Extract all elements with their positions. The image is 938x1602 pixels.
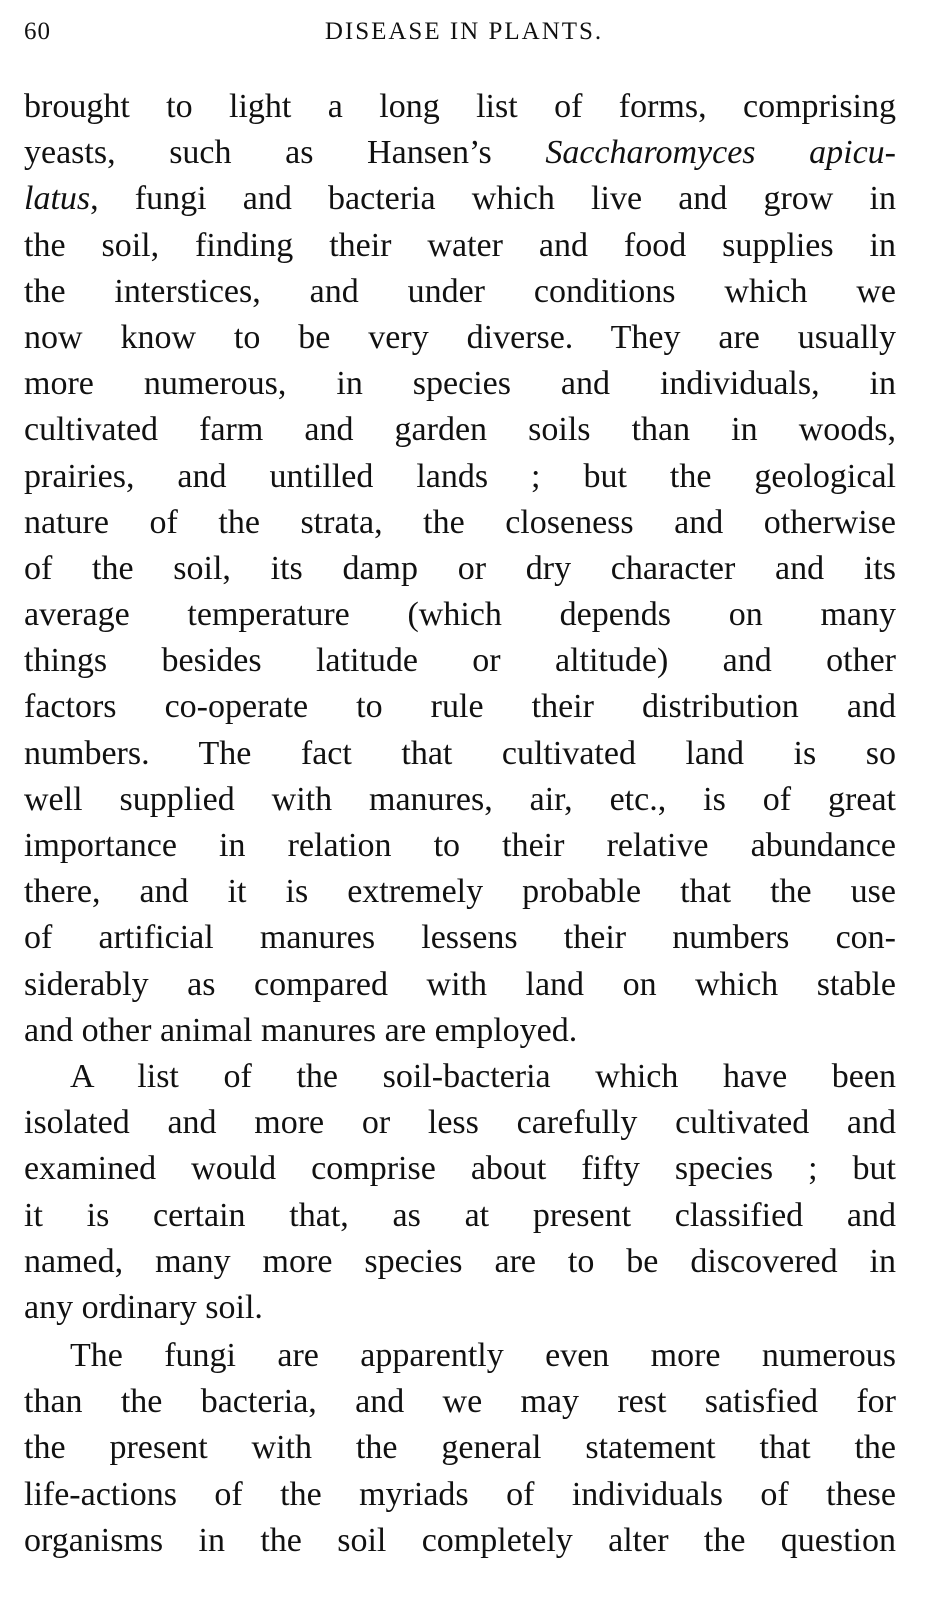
text-line: siderably as compared with land on which stable xyxy=(24,965,896,1003)
paragraph-3 xyxy=(24,1333,896,1564)
text-line: factors co-operate to rule their distribution and xyxy=(24,688,896,726)
text-line: numbers. The fact that cultivated land is so xyxy=(24,734,896,772)
italic-species-name: latus xyxy=(24,180,91,218)
text-line: and other animal manures are employed. xyxy=(24,1011,578,1049)
text-line: now know to be very diverse. They are usually xyxy=(24,318,896,356)
paragraph-1 xyxy=(24,84,896,1054)
text-line: nature of the strata, the closeness and otherwise xyxy=(24,503,896,541)
text-line: than the bacteria, and we may rest satisfied for xyxy=(24,1383,896,1421)
text-line: well supplied with manures, air, etc., is of great xyxy=(24,780,896,818)
body-text xyxy=(24,84,896,1564)
text-line: the soil, finding their water and food supplies in xyxy=(24,226,896,264)
text-line: prairies, and untilled lands ; but the geological xyxy=(24,457,896,495)
text-line: average temperature (which depends on many xyxy=(24,596,896,634)
text-line: importance in relation to their relative abundance xyxy=(24,827,896,864)
text-line: cultivated farm and garden soils than in woods, xyxy=(24,411,896,449)
text-line: life-actions of the myriads of individuals of these xyxy=(24,1475,896,1513)
text-line-part: , fungi and bacteria which live and grow in xyxy=(90,180,896,218)
text-line: examined would comprise about fifty species ; but xyxy=(24,1150,896,1188)
text-line: things besides latitude or altitude) and other xyxy=(24,642,896,680)
running-title: DISEASE IN PLANTS. xyxy=(324,18,604,45)
text-line: isolated and more or less carefully cultivated and xyxy=(24,1104,896,1142)
text-line: the present with the general statement that the xyxy=(24,1429,896,1467)
text-line: of the soil, its damp or dry character and its xyxy=(24,549,896,587)
text-line: named, many more species are to be discovered in xyxy=(24,1242,896,1280)
text-line-with-italic-genus xyxy=(24,130,896,176)
text-line: The fungi are apparently even more numerous xyxy=(70,1337,896,1375)
text-line: of artificial manures lessens their numbers con- xyxy=(24,919,896,957)
text-line-part: yeasts, such as Hansen’s xyxy=(24,134,546,172)
text-line: the interstices, and under conditions which we xyxy=(24,272,896,310)
text-line: more numerous, in species and individuals, in xyxy=(24,365,896,403)
text-line-with-italic-species xyxy=(24,176,896,222)
text-line: brought to light a long list of forms, comprising xyxy=(24,88,896,125)
text-line: A list of the soil-bacteria which have been xyxy=(70,1057,896,1095)
text-line: it is certain that, as at present classified and xyxy=(24,1196,896,1234)
text-line: any ordinary soil. xyxy=(24,1288,263,1326)
running-head xyxy=(24,18,904,52)
italic-genus-name: Saccharomyces apicu- xyxy=(545,134,896,172)
page-number: 60 xyxy=(24,18,51,45)
text-line: organisms in the soil completely alter the question xyxy=(24,1521,896,1559)
text-line: there, and it is extremely probable that the use xyxy=(24,873,896,911)
paragraph-2 xyxy=(24,1054,896,1331)
